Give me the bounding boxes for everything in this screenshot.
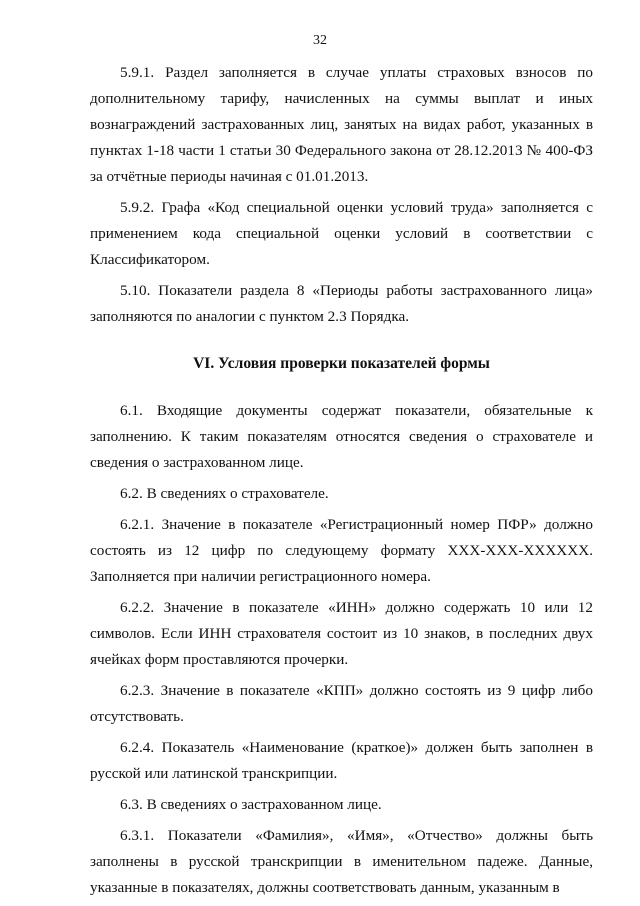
paragraph-6-3: 6.3. В сведениях о застрахованном лице.: [120, 796, 382, 813]
document-body: [90, 60, 593, 906]
paragraph-5-9-2: 5.9.2. Графа «Код специальной оценки условий труда» заполняется с применением кода специальной оценки условий в соответствии с Классификатором.: [90, 199, 593, 268]
paragraph-6-2: 6.2. В сведениях о страхователе.: [120, 485, 329, 502]
paragraph-6-2-4: 6.2.4. Показатель «Наименование (краткое)» должен быть заполнен в русской или латинской транскрипции.: [90, 739, 593, 782]
paragraph-5-9-1: 5.9.1. Раздел заполняется в случае уплаты страховых взносов по дополнительному тарифу, начисленных на суммы выплат и иных вознаграждений застрахованных лиц, занятых на видах работ, указанных в пунктах 1-18 части 1 статьи 30 Федерального закона от 28.12.2013 № 400-ФЗ за отчётные периоды начиная с 01.01.2013.: [90, 64, 593, 185]
paragraph-6-2-3: 6.2.3. Значение в показателе «КПП» должно состоять из 9 цифр либо отсутствовать.: [90, 682, 593, 725]
paragraph-6-2-1: 6.2.1. Значение в показателе «Регистрационный номер ПФР» должно состоять из 12 цифр по следующему формату XXX-XXX-XXXXXX. Заполняется при наличии регистрационного номера.: [90, 516, 593, 585]
paragraph-5-10: 5.10. Показатели раздела 8 «Периоды работы застрахованного лица» заполняются по аналогии с пунктом 2.3 Порядка.: [90, 282, 593, 325]
page-number: 32: [313, 33, 327, 48]
paragraph-6-1: 6.1. Входящие документы содержат показатели, обязательные к заполнению. К таким показателям относятся сведения о страхователе и сведения о застрахованном лице.: [90, 402, 593, 471]
paragraph-6-2-2: 6.2.2. Значение в показателе «ИНН» должно содержать 10 или 12 символов. Если ИНН страхователя состоит из 10 знаков, в последних двух ячейках форм проставляются прочерки.: [90, 599, 593, 668]
section-heading: VI. Условия проверки показателей формы: [193, 355, 490, 372]
paragraph-6-3-1: 6.3.1. Показатели «Фамилия», «Имя», «Отчество» должны быть заполнены в русской транскрипции в именительном падеже. Данные, указанные в показателях, должны соответствовать данным, указанным в: [90, 827, 593, 896]
